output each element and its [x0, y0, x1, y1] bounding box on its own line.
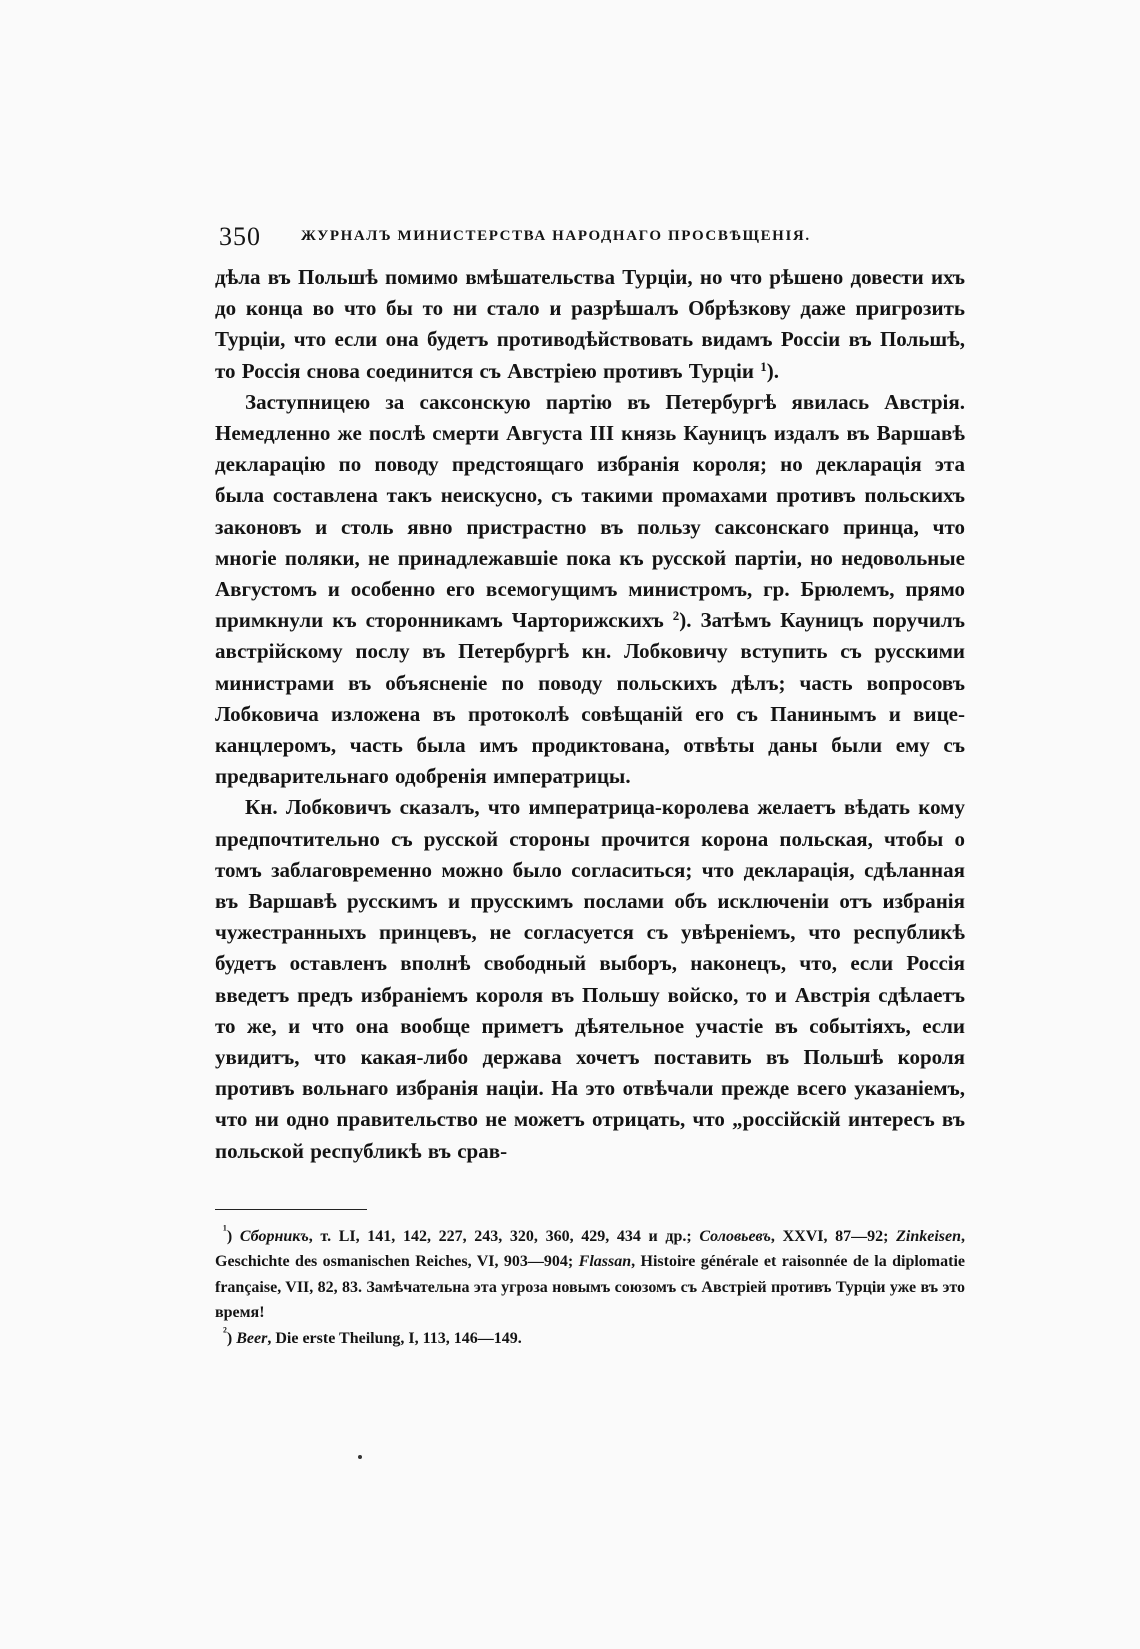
body-text [215, 262, 965, 1167]
footnote-2-mark: ² [223, 1323, 227, 1339]
page-header [215, 222, 965, 262]
page-number: 350 [219, 222, 261, 251]
footnote-2 [215, 1323, 965, 1352]
footnote-separator [215, 1209, 367, 1210]
footnote-1-sbornik: Сборникъ [239, 1227, 309, 1245]
footnote-1-close: ) [226, 1227, 233, 1245]
paragraph-1 [215, 262, 965, 387]
paragraph-3-text: Кн. Лобковичъ сказалъ, что императрица-королева желаетъ вѣдать кому предпочтительно съ русской стороны прочится корона польская, чтобы о томъ заблаговременно можно было согласиться; что декларація, сдѣланная въ Варшавѣ русскимъ и прусскимъ послами объ исключеніи отъ избранія чужестранныхъ принцевъ, не согласуется съ увѣреніемъ, что республикѣ будетъ оставленъ вполнѣ свободный выборъ, наконецъ, что, если Россія введетъ предъ избраніемъ короля въ Польшу войско, то и Австрія сдѣлаетъ то же, и что она вообще приметъ дѣятельное участіе въ событіяхъ, если увидитъ, что какая-либо держава хочетъ поставить въ Польшѣ короля противъ вольнаго избранія націи. На это отвѣчали прежде всего указаніемъ, что ни одно правительство не можетъ отрицать, что „россійскій интересъ въ польской республикѣ въ срав- [215, 795, 965, 1163]
paragraph-2 [215, 387, 965, 793]
paragraph-1-tail: ). [766, 358, 779, 383]
footnote-2-close: ) [226, 1329, 233, 1347]
footnote-ref-2: 2 [672, 608, 680, 624]
footnote-1-text-3: , Geschichte des osmanischen Reiches, VI, 903—904; [215, 1227, 965, 1271]
footnote-1-text-1: , т. LI, 141, 142, 227, 243, 320, 360, 429, 434 и др.; [308, 1227, 692, 1245]
running-title: ЖУРНАЛЪ МИНИСТЕРСТВА НАРОДНАГО ПРОСВѢЩЕНІЯ. [301, 228, 811, 244]
paragraph-1-text: дѣла въ Польшѣ помимо вмѣшательства Турціи, но что рѣшено довести ихъ до конца во что бы то ни стало и разрѣшалъ Обрѣзкову даже пригрозить Турціи, что если она будетъ противодѣйствовать видамъ Россіи въ Польшѣ, то Россія снова соединится съ Австріею противъ Турціи [215, 265, 965, 383]
footnote-ref-1: 1 [760, 358, 767, 374]
footnote-2-text-1: , Die erste Theilung, I, 113, 146—149. [267, 1329, 522, 1347]
footnote-1-soloviev: Соловьевъ [699, 1227, 771, 1245]
footnote-1-zinkeisen: Zinkeisen [896, 1227, 961, 1245]
footnote-1-flassan: Flassan [578, 1253, 632, 1271]
ink-speck [358, 1455, 362, 1459]
footnotes [215, 1221, 966, 1352]
paragraph-3 [215, 792, 965, 1166]
footnote-2-beer: Beer [236, 1329, 268, 1347]
footnote-1-mark: ¹ [223, 1221, 227, 1237]
footnote-1 [215, 1221, 966, 1326]
paragraph-2-text: Заступницею за саксонскую партію въ Петербургѣ явилась Австрія. Немедленно же послѣ смерти Августа III князь Кауницъ издалъ въ Варшавѣ декларацію по поводу предстоящаго избранія короля; но декларація эта была составлена такъ неискусно, съ такими промахами противъ польскихъ законовъ и столь явно пристрастно въ пользу саксонскаго принца, что многіе поляки, не принадлежавшіе пока къ русской партіи, но недовольные Августомъ и особенно его всемогущимъ министромъ, гр. Брюлемъ, прямо примкнули къ сторонникамъ Чарторижскихъ [215, 389, 965, 633]
page-content [215, 222, 965, 1351]
footnote-1-text-4: , Histoire générale et raisonnée de la diplomatie française, VII, 82, 83. Замѣчательна эта угроза новымъ союзомъ съ Австріей противъ Турціи уже въ это время! [215, 1253, 966, 1322]
footnote-1-text-2: , XXVI, 87—92; [770, 1227, 889, 1245]
paragraph-2-tail: ). Затѣмъ Кауницъ поручилъ австрійскому послу въ Петербургѣ кн. Лобковичу вступить съ русскими министрами въ объясненіе по поводу польскихъ дѣлъ; часть вопросовъ Лобковича изложена въ протоколѣ совѣщаній его съ Панинымъ и вице-канцлеромъ, часть была имъ продиктована, отвѣты даны были ему съ предварительнаго одобренія императрицы. [215, 608, 966, 789]
